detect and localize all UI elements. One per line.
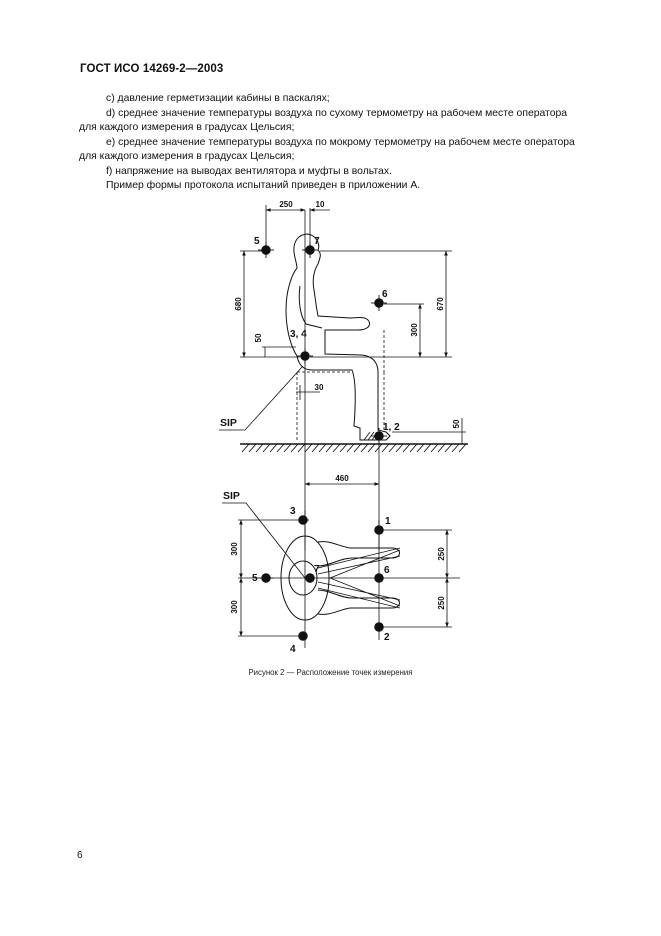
dim-300b-label: 300 — [230, 600, 239, 614]
point-6-label-side: 6 — [382, 289, 388, 300]
measurement-point-2-top — [375, 623, 384, 632]
top-view — [222, 490, 460, 655]
dim-300-label: 300 — [410, 323, 419, 337]
dim-250-label: 250 — [279, 200, 293, 209]
dim-50b-label: 50 — [452, 419, 461, 429]
dim-680-label: 680 — [234, 297, 243, 311]
point-3-label-top: 3 — [290, 506, 296, 517]
body-line-f: f) напряжение на выводах вентилятора и муфты в вольтах. — [106, 166, 392, 177]
point-6-label-top: 6 — [384, 565, 390, 576]
body-line-c: c) давление герметизации кабины в паскалях; — [106, 93, 330, 104]
measurement-point-4-top — [299, 632, 308, 641]
figure-caption: Рисунок 2 — Расположение точек измерения — [248, 668, 413, 677]
point-7-label-top: 7 — [314, 564, 320, 575]
measurement-point-7-side — [306, 246, 315, 255]
body-line-e: e) среднее значение температуры воздуха по мокрому термометру на рабочем месте оператора — [106, 137, 575, 148]
point-5-label-top: 5 — [252, 573, 258, 584]
ground-hatching — [242, 444, 466, 452]
dim-250a-label: 250 — [437, 547, 446, 561]
measurement-point-5-top — [262, 574, 271, 583]
dim-10-label: 10 — [315, 200, 325, 209]
measurement-point-3-top — [299, 516, 308, 525]
operator-arm-side — [299, 286, 322, 328]
dim-50a-label: 50 — [254, 333, 263, 343]
operator-arm-lower-top — [318, 590, 400, 614]
point-4-label-top: 4 — [290, 644, 296, 655]
body-line-e-cont: для каждого измерения в градусах Цельсия; — [79, 151, 295, 162]
point-34-label-side: 3, 4 — [290, 329, 307, 340]
point-2-label-top: 2 — [384, 632, 390, 643]
side-view — [219, 200, 468, 550]
body-line-d: d) среднее значение температуры воздуха по сухому термометру на рабочем месте оператора — [106, 108, 568, 119]
body-line-d-cont: для каждого измерения в градусах Цельсия; — [79, 122, 295, 133]
side-points — [258, 242, 387, 444]
dim-670-label: 670 — [436, 297, 445, 311]
point-7-label-side: 7 — [314, 236, 320, 247]
point-12-label-side: 1, 2 — [383, 422, 400, 433]
point-5-label-side: 5 — [254, 236, 260, 247]
dim-250b-label: 250 — [437, 596, 446, 610]
dim-30-label: 30 — [314, 383, 324, 392]
measurement-point-7-top — [306, 574, 315, 583]
measurement-point-6-top — [375, 574, 384, 583]
sip-label-side: SIP — [220, 417, 237, 429]
seat-hidden-lines — [297, 330, 384, 440]
operator-arm-upper-top — [318, 542, 400, 566]
measurement-point-34-side — [301, 352, 310, 361]
document-header: ГОСТ ИСО 14269-2—2003 — [80, 63, 224, 75]
dim-300a-label: 300 — [230, 542, 239, 556]
measurement-point-5-side — [262, 246, 271, 255]
point-1-label-top: 1 — [385, 516, 391, 527]
page-number: 6 — [77, 850, 83, 861]
body-line-annex: Пример формы протокола испытаний приведен в приложении А. — [106, 180, 421, 191]
sip-label-top: SIP — [223, 490, 240, 502]
measurement-point-12-side — [375, 432, 384, 441]
dim-460-label: 460 — [335, 474, 349, 483]
measurement-point-1-top — [375, 526, 384, 535]
